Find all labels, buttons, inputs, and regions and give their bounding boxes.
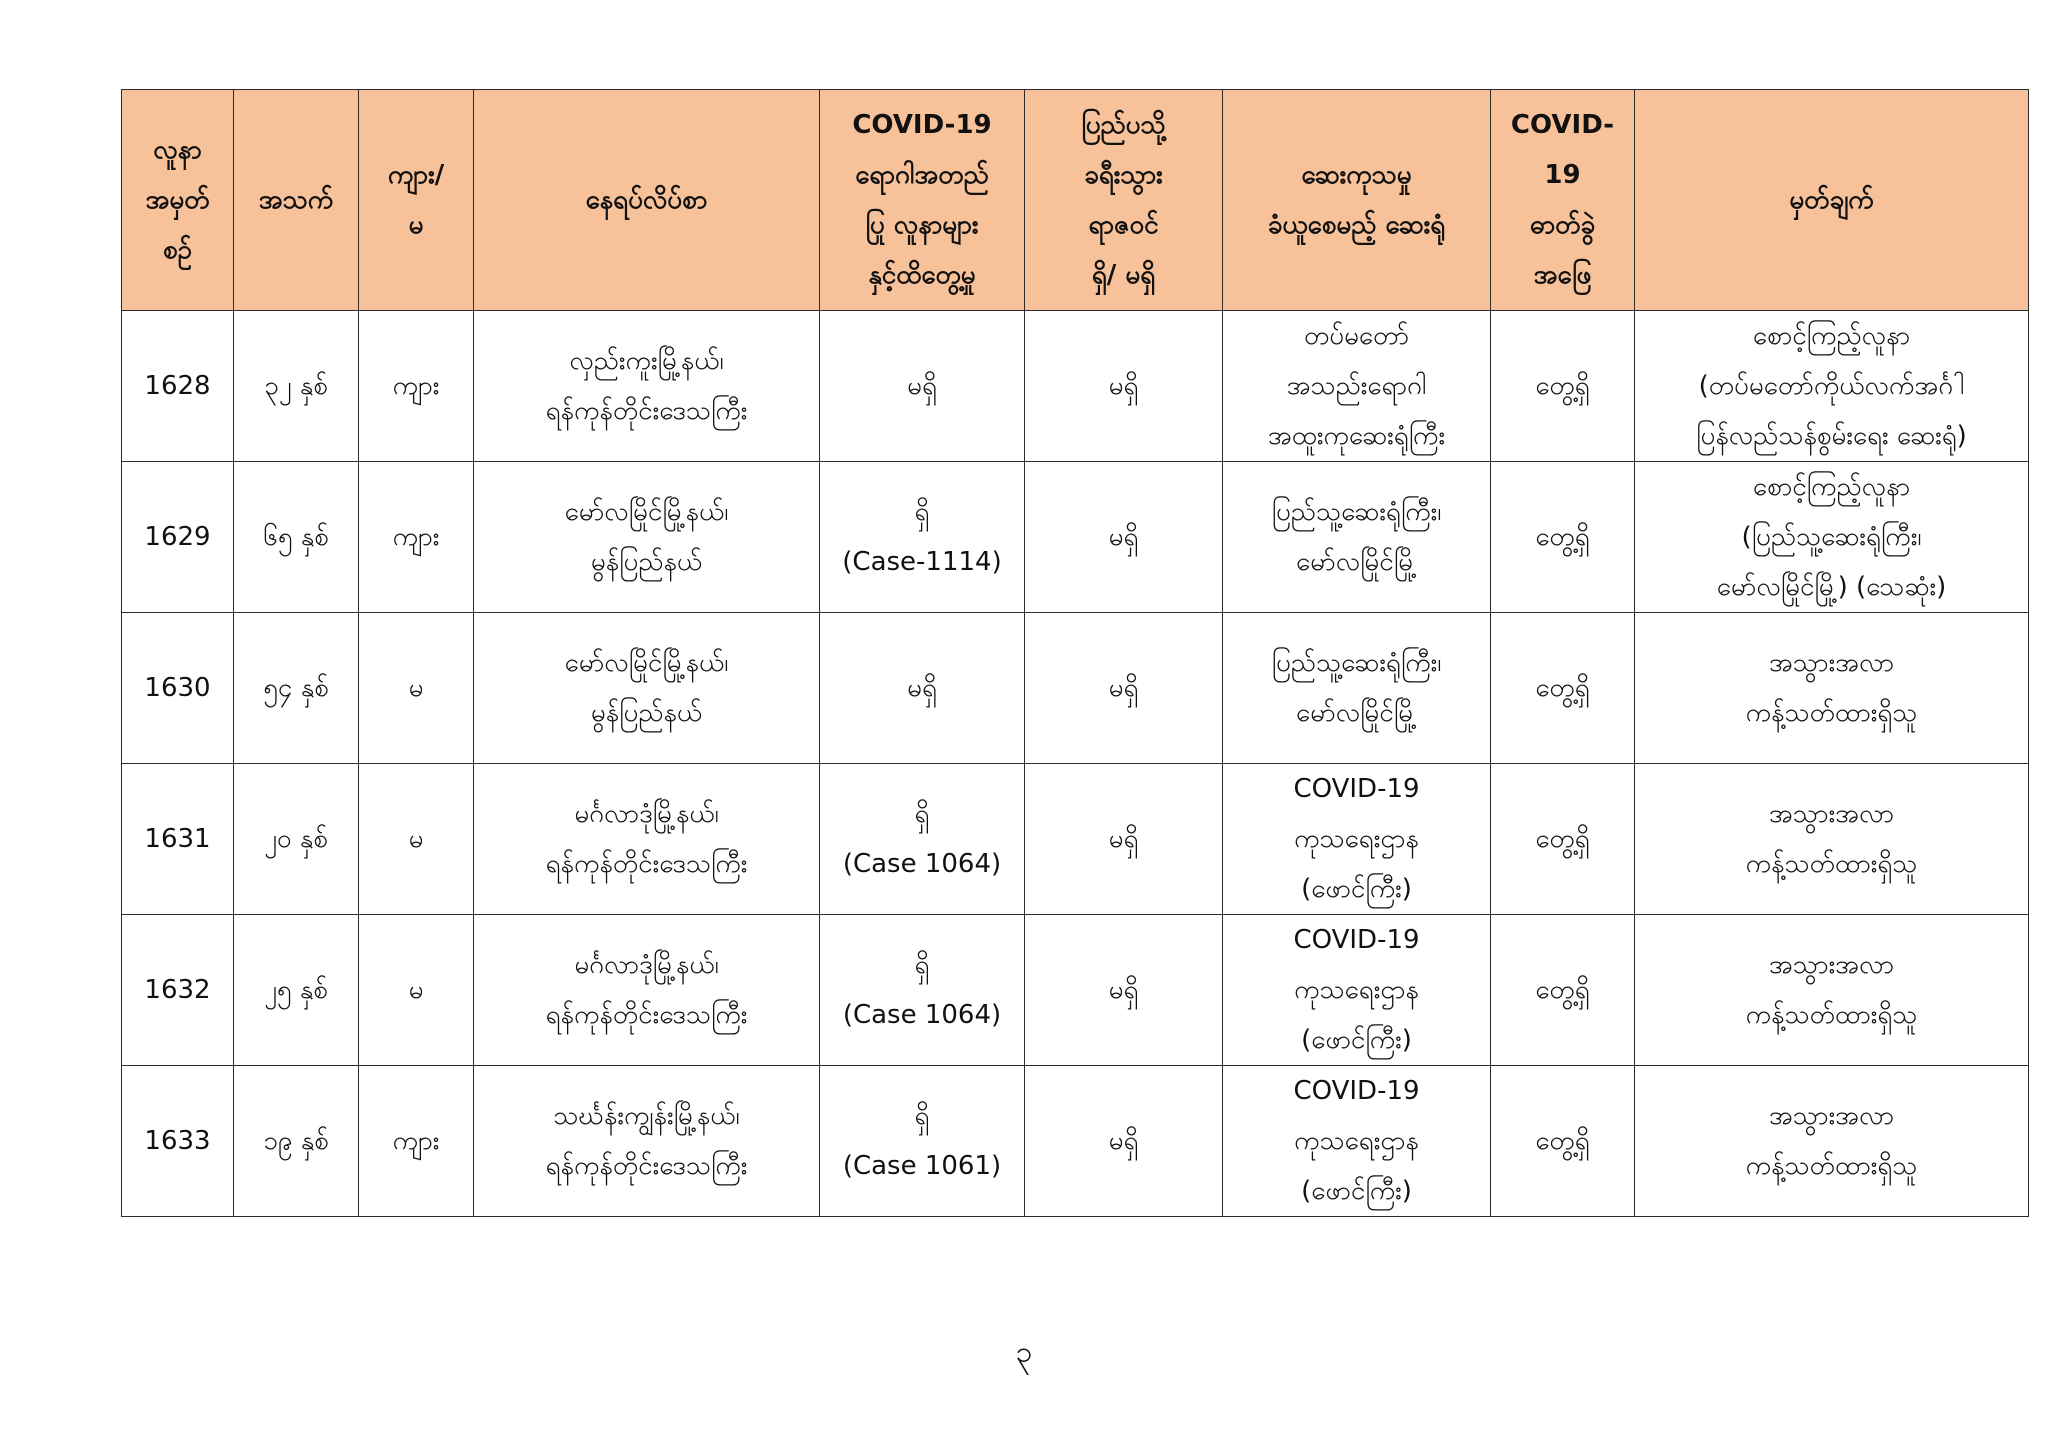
cell-line: ရန်ကုန်တိုင်းဒေသကြီး — [545, 849, 748, 879]
header-col-travel-history — [1025, 90, 1223, 311]
cell-line: ပြန်လည်သန်စွမ်းရေး ဆေးရုံ) — [1696, 421, 1967, 451]
cell-line: ရှိ — [914, 497, 930, 527]
address-cell — [474, 915, 820, 1066]
sex-cell: ကျား — [359, 311, 474, 462]
header-line: ခရီးသွား — [1084, 160, 1163, 190]
header-line: မှတ်ချက် — [1789, 185, 1874, 215]
cell-line: မရှိ — [907, 371, 937, 401]
header-col-patient-no — [122, 90, 234, 311]
header-line: COVID-19 — [852, 110, 992, 140]
cell-line: သင်္ဃန်းကျွန်းမြို့နယ်၊ — [553, 1101, 740, 1131]
lab-result-cell: တွေ့ရှိ — [1491, 1066, 1635, 1217]
header-line: နှင့်ထိတွေ့မှု — [868, 260, 976, 290]
travel-history-cell: မရှိ — [1025, 1066, 1223, 1217]
cell-line: (ဖောင်ကြီး) — [1301, 1176, 1412, 1206]
cell-line: အသည်းရောဂါ — [1286, 371, 1427, 401]
covid-cases-table — [121, 89, 2029, 1217]
lab-result-cell: တွေ့ရှိ — [1491, 915, 1635, 1066]
contact-cell — [820, 311, 1025, 462]
table-header — [122, 90, 2029, 311]
cell-line: အထူးကုဆေးရုံကြီး — [1267, 421, 1446, 451]
cell-line: အသွားအလာ — [1768, 950, 1895, 980]
cell-line: မွန်ပြည်နယ် — [590, 547, 703, 577]
cell-line: ရှိ — [914, 1101, 930, 1131]
cell-line: COVID-19 — [1293, 1076, 1420, 1106]
address-cell — [474, 613, 820, 764]
cell-line: ရန်ကုန်တိုင်းဒေသကြီး — [545, 1151, 748, 1181]
cell-line: ရန်ကုန်တိုင်းဒေသကြီး — [545, 1000, 748, 1030]
header-line: ကျား/ — [387, 160, 445, 190]
cell-line: မွန်ပြည်နယ် — [590, 698, 703, 728]
cell-line: ကန့်သတ်ထားရှိသူ — [1745, 698, 1918, 728]
contact-cell — [820, 1066, 1025, 1217]
table-row — [122, 1066, 2029, 1217]
patient-no-cell: 1630 — [122, 613, 234, 764]
hospital-cell — [1223, 613, 1491, 764]
lab-result-cell: တွေ့ရှိ — [1491, 462, 1635, 613]
patient-no-cell: 1633 — [122, 1066, 234, 1217]
cell-line: (ပြည်သူ့ဆေးရုံကြီး၊ — [1741, 522, 1922, 552]
header-line: COVID- — [1510, 110, 1615, 140]
cell-line: ကန့်သတ်ထားရှိသူ — [1745, 1000, 1918, 1030]
header-col-age — [234, 90, 359, 311]
header-line: ခံယူစေမည့် ဆေးရုံ — [1267, 210, 1446, 240]
cell-line: တပ်မတော် — [1303, 321, 1410, 351]
remark-cell — [1635, 613, 2029, 764]
cell-line: (တပ်မတော်ကိုယ်လက်အင်္ဂါ — [1698, 371, 1965, 401]
header-col-sex — [359, 90, 474, 311]
header-line: ရောဂါအတည် — [855, 160, 989, 190]
header-col-contact — [820, 90, 1025, 311]
age-cell: ၆၅ နှစ် — [234, 462, 359, 613]
header-col-hospital — [1223, 90, 1491, 311]
cell-line: (Case 1064) — [842, 1000, 1002, 1030]
cell-line: စောင့်ကြည့်လူနာ — [1752, 321, 1911, 351]
address-cell — [474, 764, 820, 915]
cell-line: ကန့်သတ်ထားရှိသူ — [1745, 1151, 1918, 1181]
cell-line: မော်လမြိုင်မြို့ — [1296, 698, 1417, 728]
cell-line: (Case 1061) — [842, 1151, 1002, 1181]
header-line: အသက် — [258, 185, 334, 215]
patient-no-cell: 1632 — [122, 915, 234, 1066]
sex-cell: မ — [359, 613, 474, 764]
table-row — [122, 915, 2029, 1066]
address-cell — [474, 462, 820, 613]
header-row — [122, 90, 2029, 311]
remark-cell — [1635, 915, 2029, 1066]
travel-history-cell: မရှိ — [1025, 613, 1223, 764]
cell-line: ရှိ — [914, 950, 930, 980]
cell-line: မရှိ — [907, 673, 937, 703]
hospital-cell — [1223, 764, 1491, 915]
cell-line: ကုသရေးဌာန — [1294, 975, 1419, 1005]
header-line: 19 — [1544, 160, 1581, 190]
header-line: ပြည်ပသို့ — [1081, 110, 1166, 140]
cell-line: မော်လမြိုင်မြို့) (သေဆုံး) — [1716, 572, 1947, 602]
travel-history-cell: မရှိ — [1025, 915, 1223, 1066]
patient-no-cell: 1631 — [122, 764, 234, 915]
address-cell — [474, 1066, 820, 1217]
age-cell: ၃၂ နှစ် — [234, 311, 359, 462]
header-line: ရာဇဝင် — [1088, 210, 1159, 240]
cell-line: (Case-1114) — [842, 547, 1002, 577]
remark-cell — [1635, 311, 2029, 462]
lab-result-cell: တွေ့ရှိ — [1491, 764, 1635, 915]
age-cell: ၁၉ နှစ် — [234, 1066, 359, 1217]
cell-line: ရှိ — [914, 799, 930, 829]
patient-no-cell: 1629 — [122, 462, 234, 613]
table-body — [122, 311, 2029, 1217]
contact-cell — [820, 915, 1025, 1066]
lab-result-cell: တွေ့ရှိ — [1491, 311, 1635, 462]
cell-line: စောင့်ကြည့်လူနာ — [1752, 472, 1911, 502]
cell-line: မော်လမြိုင်မြို့နယ်၊ — [564, 648, 729, 678]
remark-cell — [1635, 1066, 2029, 1217]
header-col-lab-result — [1491, 90, 1635, 311]
lab-result-cell: တွေ့ရှိ — [1491, 613, 1635, 764]
sex-cell: မ — [359, 764, 474, 915]
cell-line: (ဖောင်ကြီး) — [1301, 874, 1412, 904]
cell-line: ကုသရေးဌာန — [1294, 824, 1419, 854]
header-line: မ — [408, 210, 424, 240]
header-col-address — [474, 90, 820, 311]
cell-line: မင်္ဂလာဒုံမြို့နယ်၊ — [574, 799, 719, 829]
sex-cell: ကျား — [359, 462, 474, 613]
cell-line: လှည်းကူးမြို့နယ်၊ — [569, 346, 724, 376]
remark-cell — [1635, 462, 2029, 613]
cell-line: မော်လမြိုင်မြို့ — [1296, 547, 1417, 577]
age-cell: ၂၅ နှစ် — [234, 915, 359, 1066]
table-row — [122, 764, 2029, 915]
sex-cell: ကျား — [359, 1066, 474, 1217]
header-line: ရှိ/ မရှိ — [1091, 260, 1156, 290]
cell-line: COVID-19 — [1293, 925, 1420, 955]
cell-line: အသွားအလာ — [1768, 799, 1895, 829]
header-line: ဓာတ်ခွဲ — [1529, 210, 1596, 240]
cell-line: မင်္ဂလာဒုံမြို့နယ်၊ — [574, 950, 719, 980]
header-line: နေရပ်လိပ်စာ — [585, 185, 708, 215]
table-row — [122, 462, 2029, 613]
table-row — [122, 311, 2029, 462]
header-line: လူနာ — [153, 135, 202, 165]
age-cell: ၅၄ နှစ် — [234, 613, 359, 764]
cell-line: မော်လမြိုင်မြို့နယ်၊ — [564, 497, 729, 527]
cell-line: ရန်ကုန်တိုင်းဒေသကြီး — [545, 396, 748, 426]
table-row — [122, 613, 2029, 764]
cell-line: အသွားအလာ — [1768, 1101, 1895, 1131]
cell-line: ကန့်သတ်ထားရှိသူ — [1745, 849, 1918, 879]
cell-line: ပြည်သူ့ဆေးရုံကြီး၊ — [1271, 497, 1442, 527]
hospital-cell — [1223, 915, 1491, 1066]
hospital-cell — [1223, 311, 1491, 462]
travel-history-cell: မရှိ — [1025, 311, 1223, 462]
header-line: စဉ် — [162, 235, 193, 265]
cell-line: အသွားအလာ — [1768, 648, 1895, 678]
remark-cell — [1635, 764, 2029, 915]
travel-history-cell: မရှိ — [1025, 764, 1223, 915]
cell-line: (Case 1064) — [842, 849, 1002, 879]
header-line: အမှတ် — [145, 185, 210, 215]
header-col-remark — [1635, 90, 2029, 311]
contact-cell — [820, 764, 1025, 915]
header-line: အဖြေ — [1533, 260, 1592, 290]
cell-line: COVID-19 — [1293, 774, 1420, 804]
patient-no-cell: 1628 — [122, 311, 234, 462]
hospital-cell — [1223, 1066, 1491, 1217]
contact-cell — [820, 462, 1025, 613]
contact-cell — [820, 613, 1025, 764]
age-cell: ၂၀ နှစ် — [234, 764, 359, 915]
cell-line: (ဖောင်ကြီး) — [1301, 1025, 1412, 1055]
hospital-cell — [1223, 462, 1491, 613]
sex-cell: မ — [359, 915, 474, 1066]
page-number: ၃ — [1015, 1335, 1033, 1370]
cell-line: ကုသရေးဌာန — [1294, 1126, 1419, 1156]
address-cell — [474, 311, 820, 462]
travel-history-cell: မရှိ — [1025, 462, 1223, 613]
header-line: ပြု လူနာများ — [865, 210, 979, 240]
cell-line: ပြည်သူ့ဆေးရုံကြီး၊ — [1271, 648, 1442, 678]
header-line: ဆေးကုသမှု — [1301, 160, 1412, 190]
